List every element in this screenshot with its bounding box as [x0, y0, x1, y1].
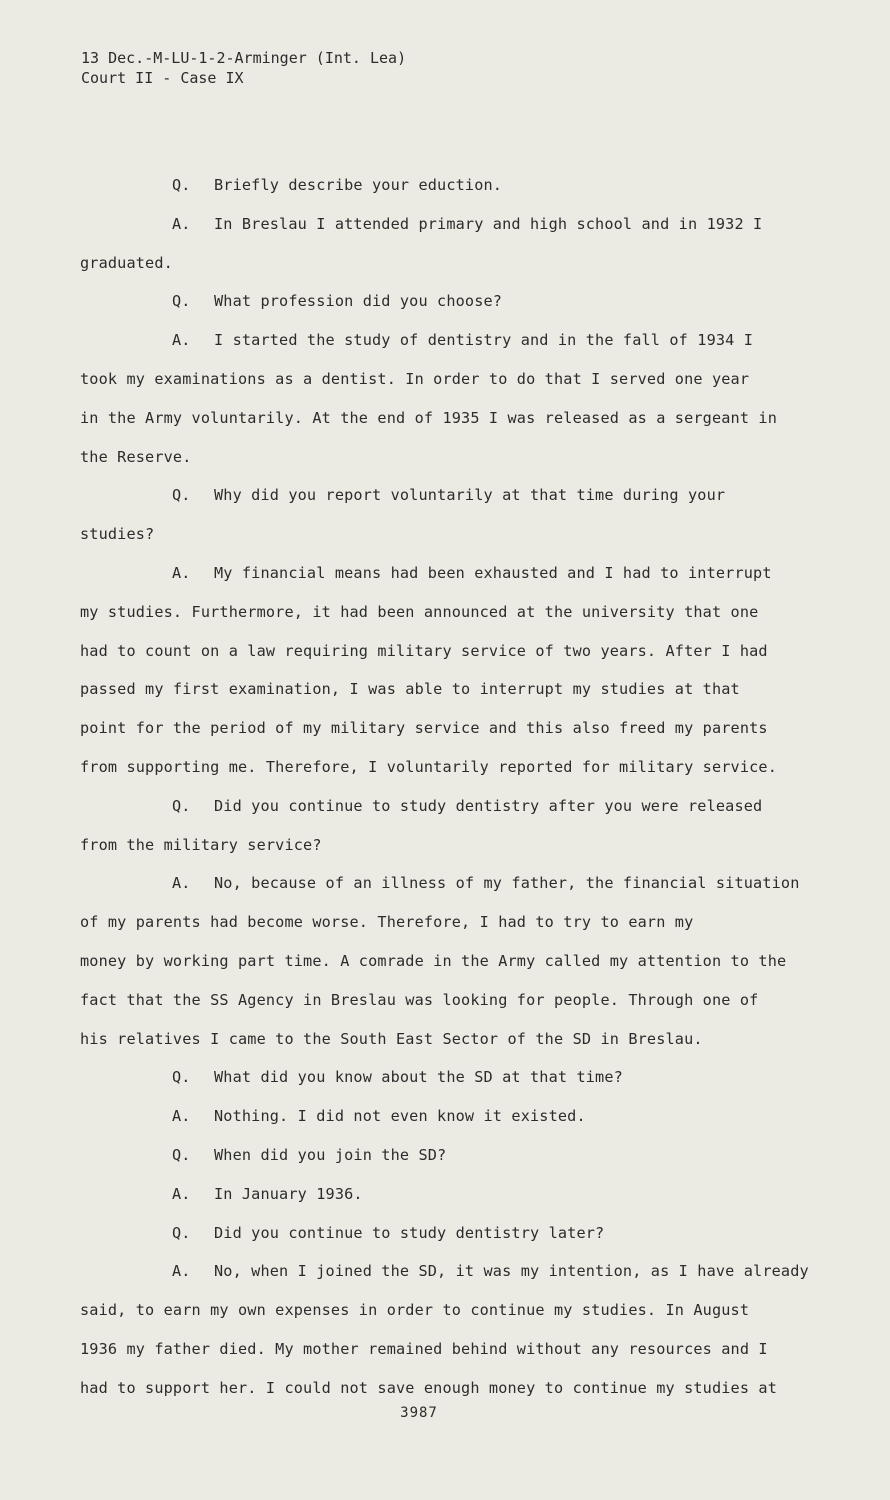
- line-text: Why did you report voluntarily at that time during your: [214, 486, 726, 505]
- transcript-line: [80, 632, 830, 671]
- transcript-line: [80, 942, 830, 981]
- transcript-line: [80, 360, 830, 399]
- line-text: graduated.: [80, 253, 173, 272]
- line-text: from the military service?: [80, 835, 322, 854]
- line-text: of my parents had become worse. Therefore, I had to try to earn my: [80, 913, 694, 932]
- speaker-marker: Q.: [172, 1223, 191, 1242]
- line-text: Nothing. I did not even know it existed.: [214, 1107, 586, 1126]
- transcript-line: [80, 1175, 830, 1214]
- line-text: When did you join the SD?: [214, 1145, 447, 1164]
- transcript-line: [80, 748, 830, 787]
- line-text: money by working part time. A comrade in the Army called my attention to the: [80, 951, 787, 970]
- transcript-line: [80, 321, 830, 360]
- line-text: his relatives I came to the South East Sector of the SD in Breslau.: [80, 1029, 703, 1048]
- speaker-marker: A.: [172, 1107, 191, 1126]
- speaker-marker: Q.: [172, 292, 191, 311]
- line-text: the Reserve.: [80, 447, 192, 466]
- line-text: had to count on a law requiring military service of two years. After I had: [80, 641, 768, 660]
- line-text: from supporting me. Therefore, I voluntarily reported for military service.: [80, 757, 778, 776]
- speaker-marker: A.: [172, 1262, 191, 1281]
- transcript-line: [80, 244, 830, 283]
- line-text: in the Army voluntarily. At the end of 1935 I was released as a sergeant in: [80, 408, 778, 427]
- speaker-marker: Q.: [172, 176, 191, 194]
- line-text: In January 1936.: [214, 1184, 363, 1203]
- transcript-line: [80, 1291, 830, 1330]
- header-line-2: Court II - Case IX: [81, 69, 244, 87]
- transcript-line: [80, 166, 830, 205]
- line-text: 1936 my father died. My mother remained behind without any resources and I: [80, 1339, 768, 1358]
- line-text: studies?: [80, 525, 155, 544]
- transcript-line: [80, 282, 830, 321]
- line-text: No, when I joined the SD, it was my intention, as I have already: [214, 1262, 809, 1281]
- transcript-line: [80, 1369, 830, 1408]
- speaker-marker: Q.: [172, 1068, 191, 1087]
- speaker-marker: A.: [172, 214, 191, 233]
- line-text: took my examinations as a dentist. In order to do that I served one year: [80, 369, 750, 388]
- speaker-marker: A.: [172, 563, 191, 582]
- speaker-marker: A.: [172, 874, 191, 893]
- transcript-line: [80, 903, 830, 942]
- line-text: Did you continue to study dentistry later?: [214, 1223, 605, 1242]
- line-text: What profession did you choose?: [214, 292, 503, 311]
- transcript-line: [80, 438, 830, 477]
- transcript-line: [80, 981, 830, 1020]
- transcript-line: [80, 1136, 830, 1175]
- transcript-line: [80, 787, 830, 826]
- speaker-marker: A.: [172, 1184, 191, 1203]
- transcript-line: [80, 864, 830, 903]
- line-text: fact that the SS Agency in Breslau was looking for people. Through one of: [80, 990, 759, 1009]
- speaker-marker: Q.: [172, 486, 191, 505]
- transcript-line: [80, 205, 830, 244]
- header-line-1: 13 Dec.-M-LU-1-2-Arminger (Int. Lea): [81, 49, 407, 67]
- transcript-line: [80, 826, 830, 865]
- line-text: point for the period of my military service and this also freed my parents: [80, 719, 768, 738]
- speaker-marker: Q.: [172, 796, 191, 815]
- line-text: my studies. Furthermore, it had been announced at the university that one: [80, 602, 759, 621]
- line-text: passed my first examination, I was able to interrupt my studies at that: [80, 680, 740, 699]
- transcript-line: [80, 1330, 830, 1369]
- transcript-line: [80, 515, 830, 554]
- line-text: I started the study of dentistry and in the fall of 1934 I: [214, 331, 754, 350]
- transcript-line: [80, 709, 830, 748]
- line-text: What did you know about the SD at that time?: [214, 1068, 623, 1087]
- transcript-line: [80, 1020, 830, 1059]
- transcript-line: [80, 1058, 830, 1097]
- line-text: My financial means had been exhausted and I had to interrupt: [214, 563, 772, 582]
- transcript-line: [80, 593, 830, 632]
- line-text: had to support her. I could not save enough money to continue my studies at: [80, 1378, 778, 1397]
- transcript-line: [80, 554, 830, 593]
- line-text: No, because of an illness of my father, the financial situation: [214, 874, 800, 893]
- transcript-line: [80, 1097, 830, 1136]
- speaker-marker: A.: [172, 331, 191, 350]
- line-text: Briefly describe your eduction.: [214, 176, 503, 194]
- transcript-line: [80, 1214, 830, 1253]
- document-header: [81, 48, 406, 88]
- page-number: 3987: [400, 1405, 438, 1421]
- line-text: Did you continue to study dentistry after you were released: [214, 796, 763, 815]
- transcript-line: [80, 670, 830, 709]
- transcript-line: [80, 476, 830, 515]
- line-text: In Breslau I attended primary and high school and in 1932 I: [214, 214, 763, 233]
- transcript-body: [80, 166, 830, 1408]
- transcript-line: [80, 1252, 830, 1291]
- transcript-line: [80, 399, 830, 438]
- line-text: said, to earn my own expenses in order to continue my studies. In August: [80, 1301, 750, 1320]
- speaker-marker: Q.: [172, 1145, 191, 1164]
